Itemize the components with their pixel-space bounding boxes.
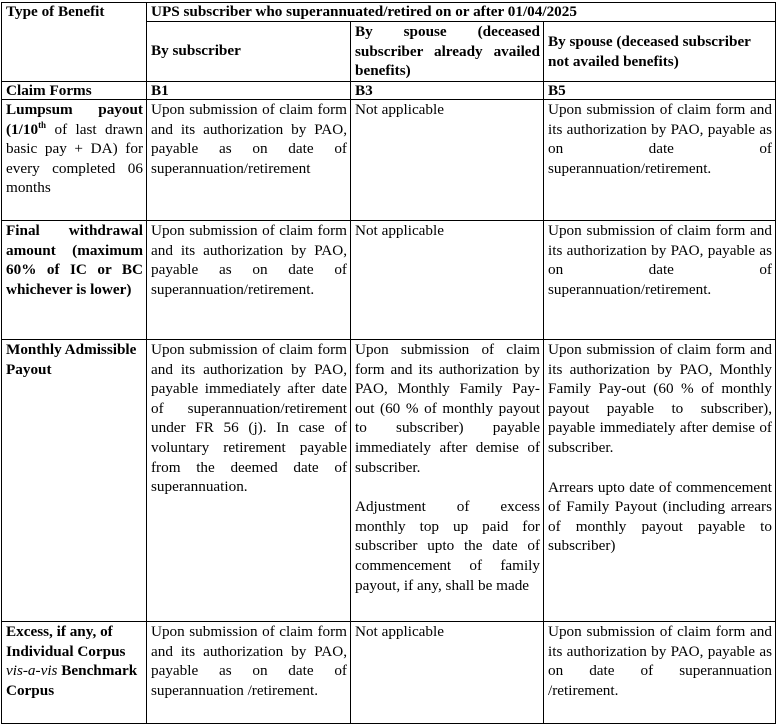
- table-row-monthly-payout-b5: [544, 340, 775, 621]
- header-col-b1: By subscriber: [151, 42, 241, 59]
- header-col-b3: By spouse (deceased subscriber already availed benefits): [355, 23, 540, 80]
- table-row-excess-corpus-b5: Upon submission of claim form and its authorization by PAO, payable as on date of superannuation /retirement.: [548, 623, 772, 699]
- claim-form-b1: B1: [151, 82, 169, 99]
- table-row-monthly-payout-b1: Upon submission of claim form and its authorization by PAO, payable immediately after date of superannuation/retirement under FR 56 (j). In case of voluntary retirement payable from the deemed date of superannuation.: [151, 341, 347, 496]
- header-type-of-benefit: Type of Benefit: [6, 3, 105, 20]
- table-row-excess-corpus-benefit: Excess, if any, of Individual Corpus vis-a-vis Benchmark Corpus: [6, 623, 138, 699]
- b5-payout-paragraph: Upon submission of claim form and its authorization by PAO, Monthly Family Pay-out (60 % of monthly payout payable to subscriber), payable immediately after demise of subscriber.: [548, 341, 772, 456]
- table-row-excess-corpus-b3: Not applicable: [355, 623, 444, 640]
- table-row-excess-corpus-b1: Upon submission of claim form and its authorization by PAO, payable as on date of superannuation /retirement.: [151, 623, 347, 699]
- claim-forms-label: Claim Forms: [6, 82, 92, 99]
- table-row-lumpsum-b5: Upon submission of claim form and its authorization by PAO, payable as on date of superannuation/retirement.: [548, 101, 772, 177]
- header-col-b5: By spouse (deceased subscriber not availed benefits): [548, 33, 751, 70]
- table-row-final-withdrawal-b5: Upon submission of claim form and its authorization by PAO, payable as on date of superannuation/retirement.: [548, 222, 772, 298]
- table-row-lumpsum-b1: Upon submission of claim form and its authorization by PAO, payable as on date of superannuation/retirement: [151, 101, 347, 177]
- table-border-right: [775, 2, 776, 724]
- b5-arrears-paragraph: Arrears upto date of commencement of Family Payout (including arrears of monthly payout payable to subscriber): [548, 478, 772, 555]
- table-row-final-withdrawal-b3: Not applicable: [355, 222, 444, 239]
- table-row-final-withdrawal-b1: Upon submission of claim form and its authorization by PAO, payable as on date of superannuation/retirement.: [151, 222, 347, 298]
- claim-form-b3: B3: [355, 82, 373, 99]
- table-border-bottom: [1, 723, 776, 724]
- table-row-lumpsum-b3: Not applicable: [355, 101, 444, 118]
- header-ups-title: UPS subscriber who superannuated/retired on or after 01/04/2025: [151, 3, 577, 20]
- b3-adjustment-paragraph: Adjustment of excess monthly top up paid for subscriber upto the date of commencement of family payout, if any, shall be made: [355, 498, 540, 594]
- b3-payout-paragraph: Upon submission of claim form and its authorization by PAO, Monthly Family Pay-out (60 % of monthly payout to subscriber) payable immediately after demise of subscriber.: [355, 341, 540, 476]
- table-row-monthly-payout-b3: [351, 340, 543, 621]
- claim-form-b5: B5: [548, 82, 566, 99]
- table-row-final-withdrawal-benefit: Final withdrawal amount (maximum 60% of IC or BC whichever is lower): [6, 222, 143, 298]
- table-row-monthly-payout-benefit: Monthly Admissible Payout: [6, 341, 137, 378]
- table-row-lumpsum-benefit: Lumpsum payout (1/10th of last drawn basic pay + DA) for every completed 06 months: [6, 101, 143, 197]
